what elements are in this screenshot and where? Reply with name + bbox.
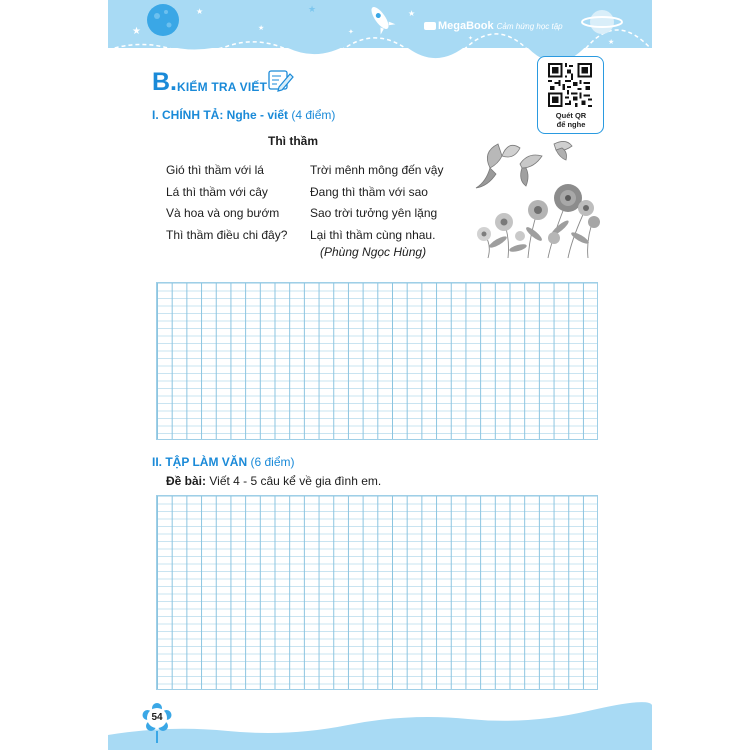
poem-column-right <box>310 160 443 246</box>
brand-slogan: Cảm hứng học tập <box>496 22 563 31</box>
qr-code-icon[interactable] <box>548 63 592 107</box>
poem-line: Đang thì thầm với sao <box>310 184 428 199</box>
writing-grid-essay[interactable] <box>156 495 598 690</box>
poem-line: Trời mênh mông đến vậy <box>310 163 444 177</box>
qr-caption-line: để nghe <box>556 120 586 129</box>
prompt-text: Viết 4 - 5 câu kể về gia đình em. <box>209 474 382 488</box>
poem-line: Gió thì thầm với lá <box>166 163 264 177</box>
footer-band <box>108 695 652 750</box>
qr-caption <box>537 111 605 129</box>
svg-text:★: ★ <box>132 26 141 37</box>
poem-line: Thì thầm điều chi đây? <box>166 227 288 242</box>
section-title: KIỂM TRA VIẾT <box>177 80 268 94</box>
poem-column-left <box>166 160 287 246</box>
poem-title: Thì thầm <box>268 134 318 148</box>
writing-grid-dictation[interactable] <box>156 282 598 440</box>
svg-text:★: ★ <box>258 25 265 32</box>
essay-prompt <box>166 474 381 488</box>
poem-author: (Phùng Ngọc Hùng) <box>320 245 427 259</box>
svg-text:★: ★ <box>408 9 416 18</box>
svg-text:✦: ✦ <box>468 36 474 42</box>
brand-logo <box>424 20 563 32</box>
svg-text:★: ★ <box>608 39 615 46</box>
part-2-title: II. TẬP LÀM VĂN <box>152 455 248 469</box>
svg-text:✦: ✦ <box>348 29 354 36</box>
qr-caption-line: Quét QR <box>555 111 587 120</box>
prompt-label: Đề bài: <box>166 474 207 488</box>
part-1-points: (4 điểm) <box>291 108 336 122</box>
part-1-heading <box>152 108 335 122</box>
part-2-heading <box>152 455 294 469</box>
part-1-title: I. CHÍNH TẢ: Nghe - viết <box>152 108 289 122</box>
svg-text:★: ★ <box>196 7 204 16</box>
poem-line: Và hoa và ong bướm <box>166 206 280 220</box>
brand-name: MegaBook <box>438 20 494 32</box>
header-band <box>108 0 652 60</box>
poem-line: Lá thì thầm với cây <box>166 184 268 199</box>
megabook-logo-icon <box>424 22 436 30</box>
part-2-points: (6 điểm) <box>250 455 295 469</box>
flowers-butterflies-illustration <box>468 138 604 260</box>
section-letter: B. <box>152 68 177 96</box>
writing-pencil-icon <box>267 68 295 92</box>
svg-text:★: ★ <box>308 4 317 14</box>
page-number: 54 <box>151 712 163 723</box>
poem-line: Lại thì thầm cùng nhau. <box>310 227 436 242</box>
poem-line: Sao trời tưởng yên lặng <box>310 206 438 220</box>
